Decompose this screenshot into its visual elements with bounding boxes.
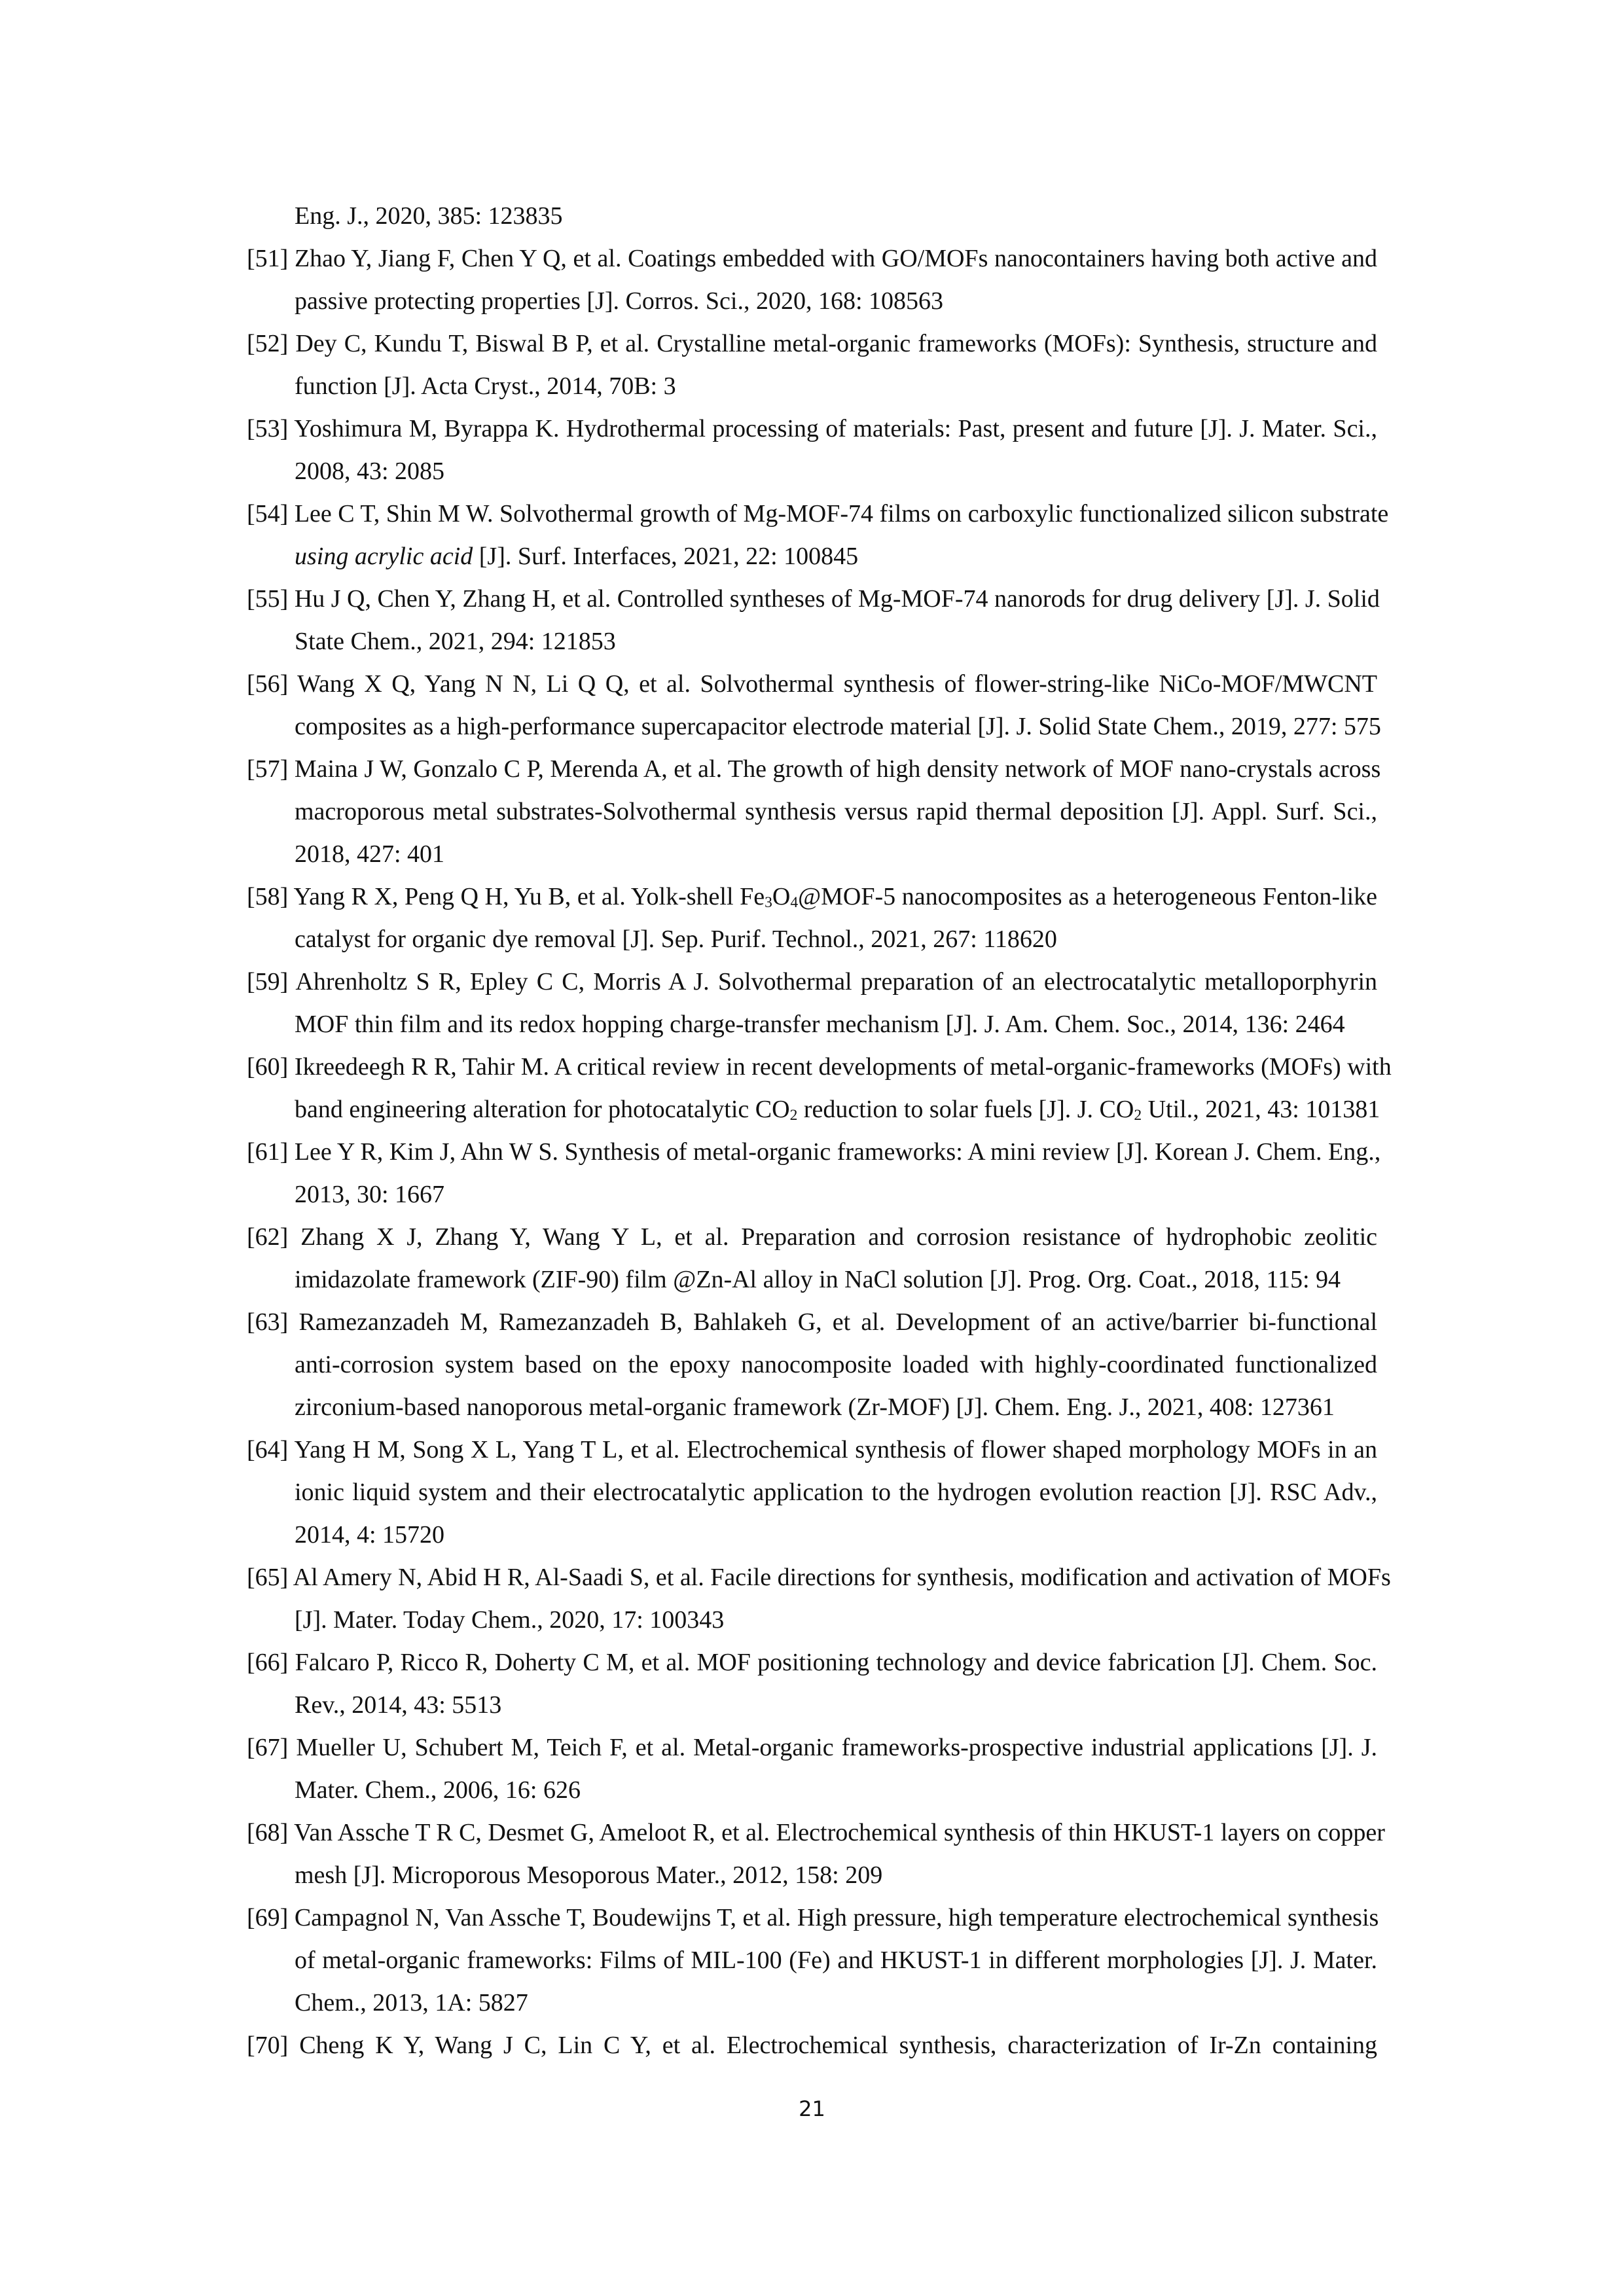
reference-line: zirconium-based nanoporous metal-organic framework (Zr-MOF) [J]. Chem. Eng. J., 2021, 408: 127361 (295, 1393, 1335, 1421)
reference-line: mesh [J]. Microporous Mesoporous Mater., 2012, 158: 209 (295, 1861, 883, 1889)
reference-text: nanocomposites as a heterogeneous Fenton-like (901, 883, 1378, 910)
reference-number: [62] (247, 1223, 289, 1251)
reference-number: [68] (247, 1819, 289, 1846)
reference-text: Yoshimura M, Byrappa K. Hydrothermal processing of materials: Past, present and future [J]. J. Mater. Sci., (294, 415, 1377, 442)
reference-item (247, 1556, 1391, 1641)
reference-text: Ramezanzadeh M, Ramezanzadeh B, Bahlakeh G, et al. Development of an active/barrier bi-functional (298, 1308, 1378, 1336)
reference-line: 2018, 427: 401 (295, 840, 445, 868)
reference-line (247, 663, 1377, 706)
reference-line (247, 238, 1377, 280)
reference-text: Hu J Q, Chen Y, Zhang H, et al. Controlled syntheses of Mg-MOF-74 nanorods for drug delivery [J]. J. Solid (294, 585, 1380, 613)
reference-item (247, 1301, 1377, 1429)
reference-number: [59] (247, 968, 289, 996)
reference-text: Van Assche T R C, Desmet G, Ameloot R, et al. Electrochemical synthesis of thin HKUST-1 layers on copper (294, 1819, 1385, 1846)
reference-line (247, 323, 1377, 365)
reference-number: [53] (247, 415, 289, 442)
reference-item (247, 961, 1377, 1046)
reference-text: [J]. Surf. Interfaces, 2021, 22: 100845 (478, 543, 859, 570)
reference-line: composites as a high-performance supercapacitor electrode material [J]. J. Solid State Chem., 2019, 277: 575 (295, 713, 1381, 740)
reference-number: [60] (247, 1053, 289, 1081)
reference-line: [J]. Mater. Today Chem., 2020, 17: 100343 (295, 1606, 725, 1634)
reference-line (247, 1301, 1377, 1344)
reference-line: passive protecting properties [J]. Corros. Sci., 2020, 168: 108563 (295, 287, 944, 315)
reference-text: @MOF-5 (798, 883, 902, 910)
reference-text: Campagnol N, Van Assche T, Boudewijns T, et al. High pressure, high temperature electrochemical synthesis (294, 1904, 1379, 1931)
reference-item (247, 1812, 1385, 1897)
reference-item (247, 1216, 1377, 1301)
reference-text: reduction to solar fuels [J]. J. CO (797, 1096, 1134, 1123)
reference-text: band engineering alteration for photocatalytic CO (295, 1096, 790, 1123)
italic-text: using acrylic acid (295, 543, 473, 570)
reference-line (247, 1088, 1380, 1131)
reference-line: 2008, 43: 2085 (295, 457, 445, 485)
reference-number: [51] (247, 245, 289, 272)
reference-item (247, 1131, 1381, 1216)
reference-text: Falcaro P, Ricco R, Doherty C M, et al. MOF positioning technology and device fabrication [J]. Chem. Soc. (295, 1649, 1377, 1676)
reference-line (247, 1897, 1377, 1939)
reference-text: Ahrenholtz S R, Epley C C, Morris A J. Solvothermal preparation of an electrocatalytic metalloporphyrin (295, 968, 1378, 996)
reference-continuation (247, 195, 1377, 238)
subscript: 2 (1134, 1107, 1142, 1124)
reference-line: imidazolate framework (ZIF-90) film @Zn-Al alloy in NaCl solution [J]. Prog. Org. Coat., 2018, 115: 94 (295, 1266, 1341, 1293)
reference-number: [66] (247, 1649, 289, 1676)
reference-line: 2014, 4: 15720 (295, 1521, 445, 1549)
reference-line: function [J]. Acta Cryst., 2014, 70B: 3 (295, 372, 676, 400)
reference-item (247, 876, 1377, 961)
reference-item (247, 408, 1377, 493)
subscript: 3 (765, 894, 772, 912)
reference-item (247, 1641, 1377, 1727)
reference-line (247, 961, 1377, 1003)
reference-line: MOF thin film and its redox hopping charge-transfer mechanism [J]. J. Am. Chem. Soc., 2014, 136: 2464 (295, 1011, 1345, 1038)
reference-number: [54] (247, 500, 289, 528)
subscript: 2 (789, 1107, 798, 1124)
reference-line: macroporous metal substrates-Solvothermal synthesis versus rapid thermal deposition [J]. Appl. Surf. Sci., (295, 798, 1377, 825)
reference-line: Chem., 2013, 1A: 5827 (295, 1989, 528, 2017)
reference-text: Util., 2021, 43: 101381 (1142, 1096, 1380, 1123)
reference-line: 2013, 30: 1667 (295, 1181, 445, 1208)
reference-line (247, 1556, 1391, 1599)
reference-line: of metal-organic frameworks: Films of MIL-100 (Fe) and HKUST-1 in different morphologies [J]. J. Mater. (295, 1946, 1377, 1974)
reference-text: Al Amery N, Abid H R, Al-Saadi S, et al. Facile directions for synthesis, modification and activation of MOFs (293, 1564, 1391, 1591)
reference-list (247, 195, 1392, 2067)
reference-item (247, 238, 1377, 323)
reference-line (247, 1046, 1392, 1088)
reference-text: O (772, 883, 791, 910)
reference-number: [57] (247, 755, 289, 783)
reference-text: Mueller U, Schubert M, Teich F, et al. Metal-organic frameworks-prospective industrial applications [J]. J. (296, 1734, 1377, 1761)
reference-item (247, 493, 1389, 578)
reference-number: [65] (247, 1564, 289, 1591)
reference-text: Zhao Y, Jiang F, Chen Y Q, et al. Coatings embedded with GO/MOFs nanocontainers having both active and (294, 245, 1378, 272)
reference-item (247, 1046, 1392, 1131)
reference-line (247, 876, 1377, 918)
reference-text: Wang X Q, Yang N N, Li Q Q, et al. Solvothermal synthesis of flower-string-like NiCo-MOF/MWCNT (297, 670, 1377, 698)
reference-number: [56] (247, 670, 289, 698)
reference-item (247, 323, 1377, 408)
reference-line (247, 535, 1377, 578)
reference-line (247, 1429, 1377, 1471)
reference-line: State Chem., 2021, 294: 121853 (295, 628, 616, 655)
reference-number: [58] (247, 883, 289, 910)
reference-number: [55] (247, 585, 289, 613)
reference-text: Dey C, Kundu T, Biswal B P, et al. Crystalline metal-organic frameworks (MOFs): Synthesis, structure and (295, 330, 1378, 357)
reference-number: [70] (247, 2032, 289, 2059)
reference-line (247, 1727, 1377, 1769)
reference-number: [69] (247, 1904, 289, 1931)
reference-item (247, 663, 1381, 748)
reference-number: [63] (247, 1308, 289, 1336)
subscript: 4 (790, 894, 799, 912)
reference-item (247, 1897, 1377, 2024)
reference-number: [52] (247, 330, 289, 357)
reference-number: [64] (247, 1436, 289, 1463)
reference-line (247, 1131, 1381, 1174)
reference-line: Rev., 2014, 43: 5513 (295, 1691, 502, 1719)
page-number: 21 (799, 2096, 825, 2121)
reference-line (247, 748, 1381, 791)
reference-line (247, 493, 1389, 535)
reference-item (247, 578, 1380, 663)
reference-line (247, 1216, 1377, 1259)
reference-line (247, 578, 1380, 620)
reference-line: Eng. J., 2020, 385: 123835 (295, 202, 563, 230)
reference-text: Zhang X J, Zhang Y, Wang Y L, et al. Preparation and corrosion resistance of hydrophobic zeolitic (300, 1223, 1378, 1251)
reference-item (247, 748, 1381, 876)
reference-line (247, 1641, 1377, 1684)
reference-line (247, 408, 1377, 450)
reference-number: [67] (247, 1734, 289, 1761)
reference-line: anti-corrosion system based on the epoxy nanocomposite loaded with highly-coordinated functionalized (295, 1351, 1377, 1378)
reference-line (247, 1812, 1385, 1854)
reference-text: Maina J W, Gonzalo C P, Merenda A, et al. The growth of high density network of MOF nano-crystals across (294, 755, 1381, 783)
reference-text: Cheng K Y, Wang J C, Lin C Y, et al. Electrochemical synthesis, characterization of Ir-Zn containing (299, 2032, 1378, 2059)
reference-text: Lee C T, Shin M W. Solvothermal growth of Mg-MOF-74 films on carboxylic functionalized silicon substrate (294, 500, 1389, 528)
reference-line: ionic liquid system and their electrocatalytic application to the hydrogen evolution reaction [J]. RSC Adv., (295, 1479, 1377, 1506)
reference-line (247, 2024, 1377, 2067)
reference-text: Ikreedeegh R R, Tahir M. A critical review in recent developments of metal-organic-frameworks (MOFs) with (294, 1053, 1392, 1081)
reference-text: Lee Y R, Kim J, Ahn W S. Synthesis of metal-organic frameworks: A mini review [J]. Korean J. Chem. Eng., (294, 1138, 1381, 1166)
reference-text: Yang H M, Song X L, Yang T L, et al. Electrochemical synthesis of flower shaped morphology MOFs in an (294, 1436, 1377, 1463)
reference-item (247, 2024, 1377, 2067)
reference-line: Mater. Chem., 2006, 16: 626 (295, 1776, 581, 1804)
reference-line: catalyst for organic dye removal [J]. Sep. Purif. Technol., 2021, 267: 118620 (295, 925, 1057, 953)
reference-item (247, 1727, 1377, 1812)
reference-text: Yang R X, Peng Q H, Yu B, et al. Yolk-shell Fe (293, 883, 765, 910)
reference-item (247, 1429, 1377, 1556)
reference-number: [61] (247, 1138, 289, 1166)
